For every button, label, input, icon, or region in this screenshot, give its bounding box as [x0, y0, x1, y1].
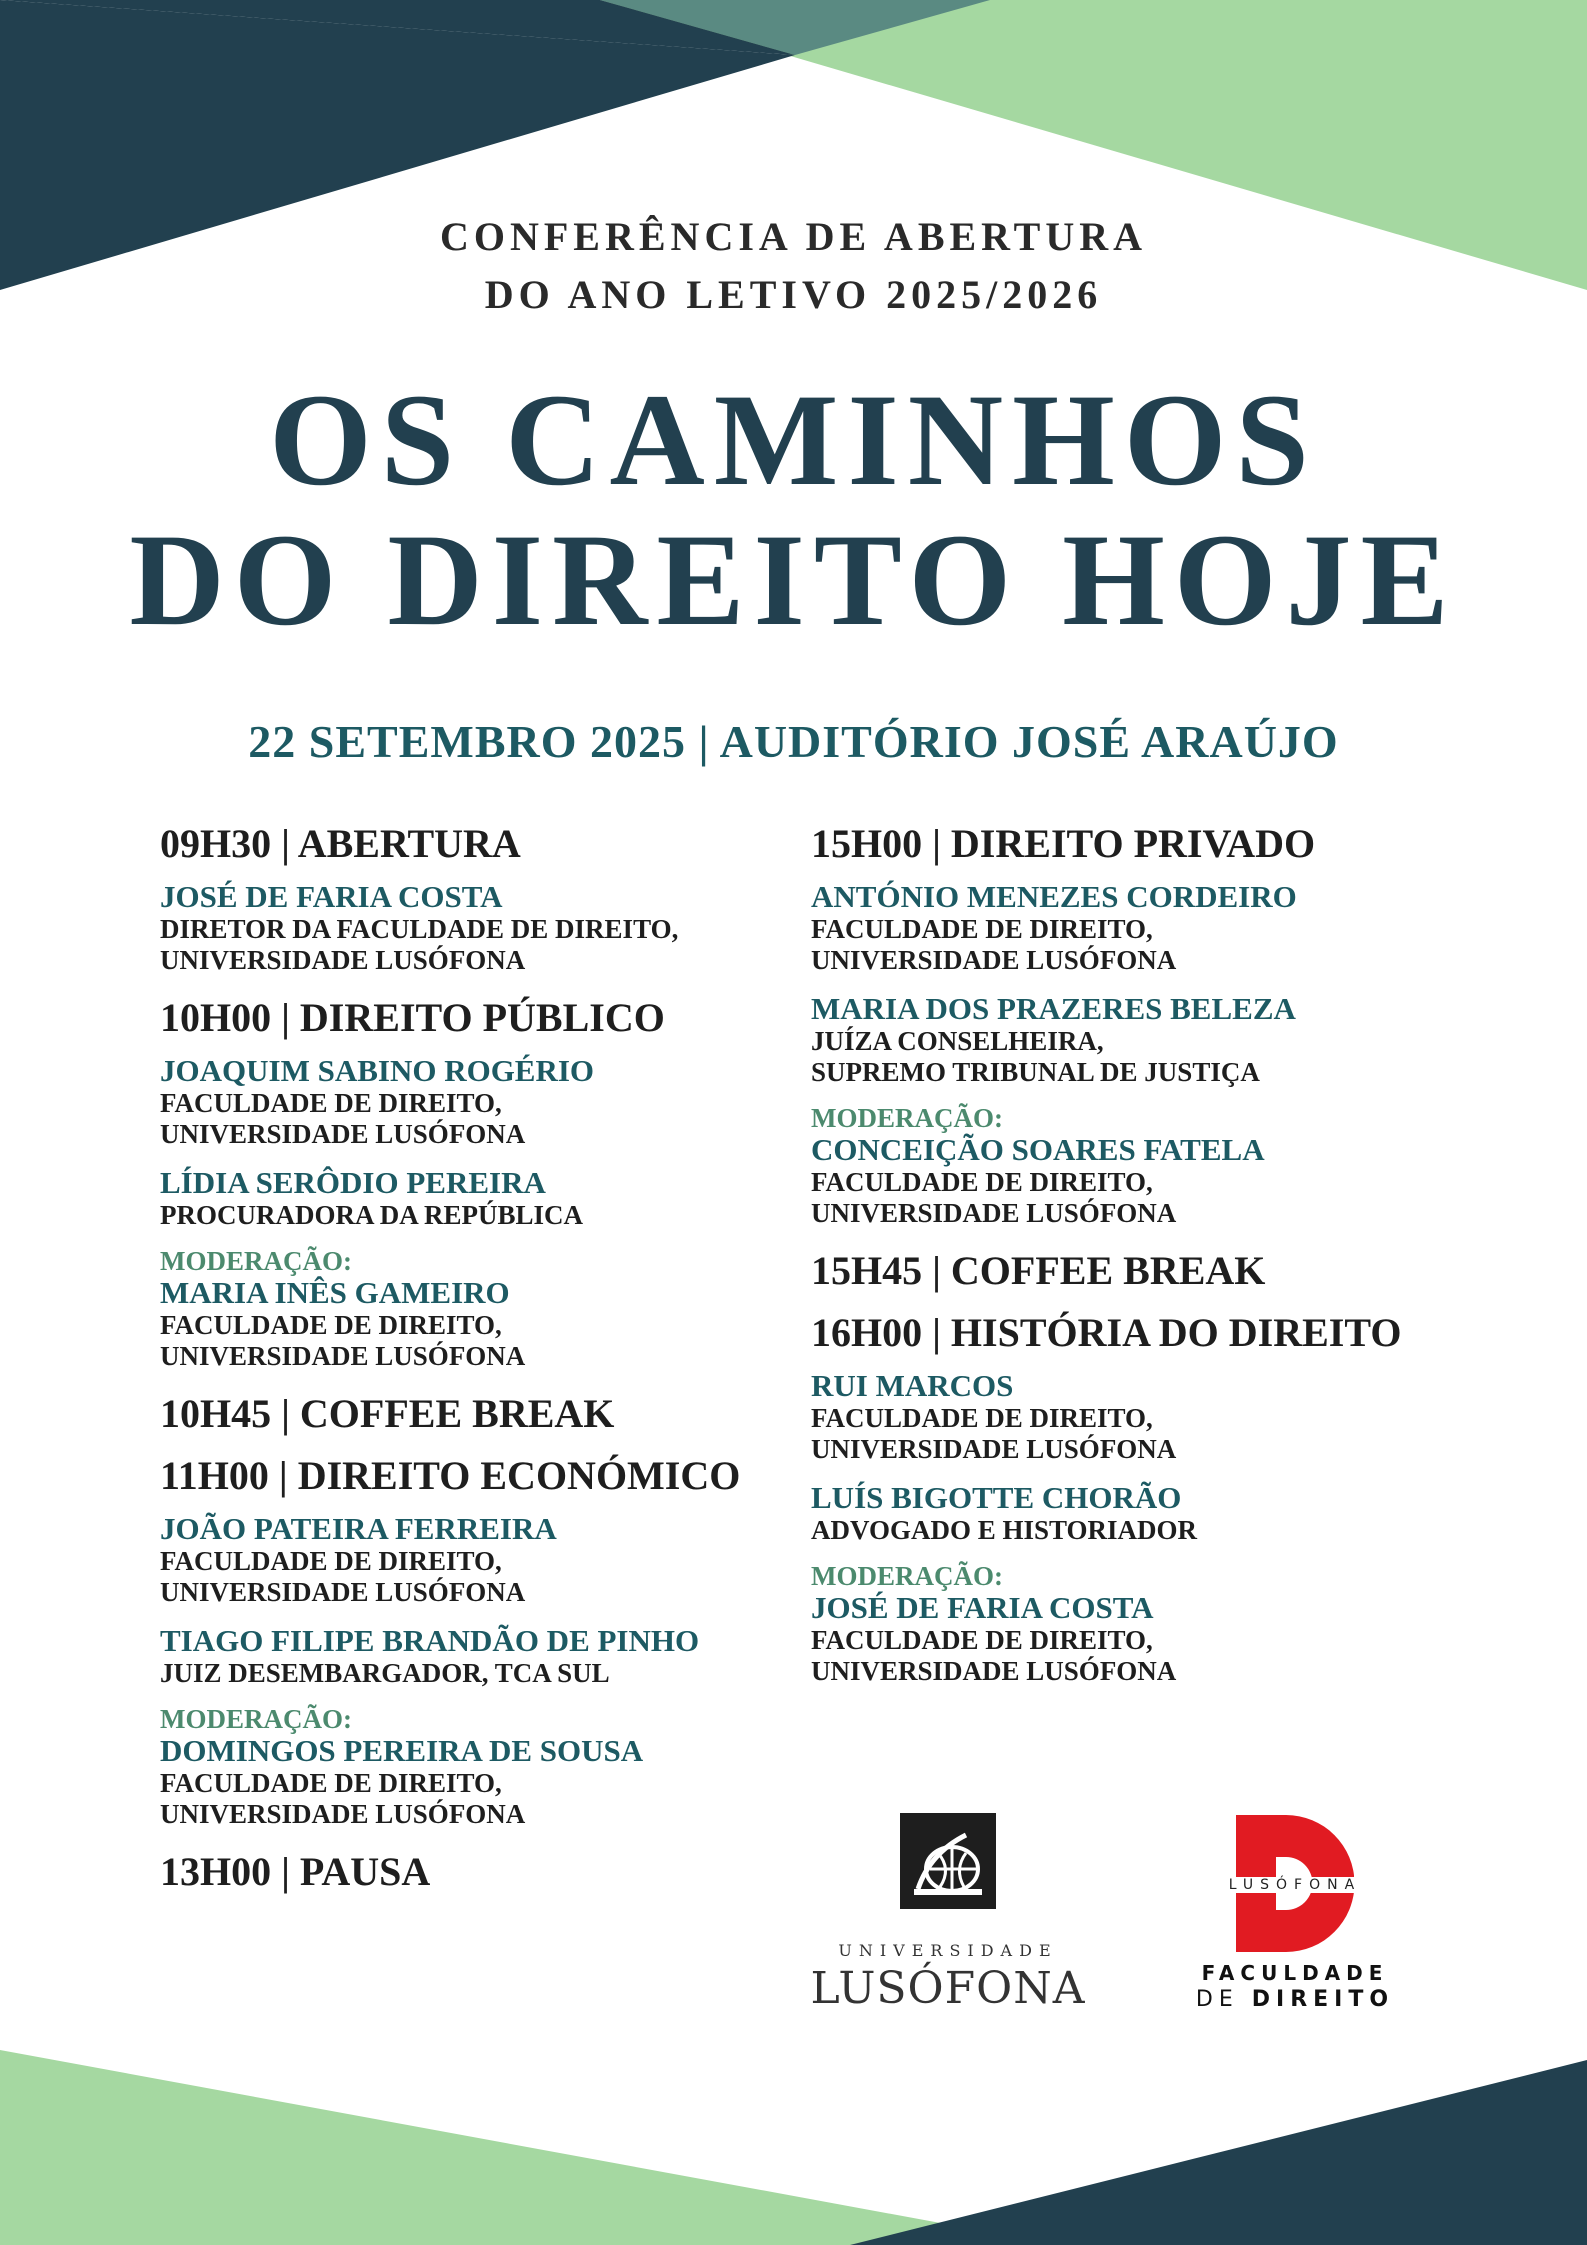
moderation-label: MODERAÇÃO: — [811, 1561, 1003, 1591]
subtitle-line-1: CONFERÊNCIA DE ABERTURA — [439, 214, 1147, 259]
moderation-label: MODERAÇÃO: — [160, 1704, 352, 1734]
session-coffee-break — [160, 1388, 800, 1440]
date-venue: 22 SETEMBRO 2025 | AUDITÓRIO JOSÉ ARAÚJO — [248, 716, 1339, 767]
bottom-right-navy-shape — [850, 2060, 1587, 2245]
moderator-affiliation: FACULDADE DE DIREITO, — [811, 1167, 1153, 1197]
session-time-title: 10H45 | COFFEE BREAK — [160, 1391, 615, 1436]
moderator — [811, 1104, 1451, 1229]
speaker-affiliation: FACULDADE DE DIREITO, — [811, 1403, 1153, 1433]
moderator-affiliation: UNIVERSIDADE LUSÓFONA — [160, 1799, 526, 1829]
moderator — [811, 1562, 1451, 1687]
speaker-affiliation: DIRETOR DA FACULDADE DE DIREITO, — [160, 914, 679, 944]
moderator — [160, 1705, 800, 1830]
speaker-name: ANTÓNIO MENEZES CORDEIRO — [811, 879, 1297, 914]
session-time-title: 13H00 | PAUSA — [160, 1849, 431, 1894]
session-time-title: 11H00 | DIREITO ECONÓMICO — [160, 1453, 741, 1498]
speaker-name: JOSÉ DE FARIA COSTA — [160, 879, 503, 914]
moderator-affiliation: FACULDADE DE DIREITO, — [811, 1625, 1153, 1655]
speaker-affiliation: UNIVERSIDADE LUSÓFONA — [160, 1577, 526, 1607]
session-historia-do-direito — [811, 1307, 1451, 1687]
speaker-affiliation: UNIVERSIDADE LUSÓFONA — [160, 1119, 526, 1149]
logo-text-de: DE — [1195, 1987, 1239, 2012]
speaker-affiliation: JUIZ DESEMBARGADOR, TCA SUL — [160, 1658, 610, 1688]
speaker — [160, 1166, 800, 1231]
speaker-name: RUI MARCOS — [811, 1368, 1014, 1403]
moderation-label: MODERAÇÃO: — [160, 1246, 352, 1276]
speaker — [160, 1624, 800, 1689]
session-abertura — [160, 818, 800, 976]
session-time-title: 15H00 | DIREITO PRIVADO — [811, 821, 1316, 866]
speaker-name: LUÍS BIGOTTE CHORÃO — [811, 1480, 1182, 1515]
speaker-affiliation: SUPREMO TRIBUNAL DE JUSTIÇA — [811, 1057, 1260, 1087]
faculdade-direito-logo — [1160, 1815, 1430, 2015]
moderator-name: MARIA INÊS GAMEIRO — [160, 1275, 510, 1310]
logo-text-faculdade: FACULDADE — [1201, 1961, 1389, 1985]
speaker-affiliation: ADVOGADO E HISTORIADOR — [811, 1515, 1198, 1545]
speaker — [160, 1054, 800, 1150]
speaker — [811, 880, 1451, 976]
speaker — [811, 1369, 1451, 1465]
session-pausa — [160, 1846, 800, 1898]
bottom-left-green-shape — [0, 2050, 1060, 2245]
title-line-2: DO DIREITO HOJE — [129, 506, 1458, 653]
moderator-name: DOMINGOS PEREIRA DE SOUSA — [160, 1733, 644, 1768]
speaker-name: JOÃO PATEIRA FERREIRA — [160, 1511, 557, 1546]
session-time-title: 09H30 | ABERTURA — [160, 821, 521, 866]
universidade-lusofona-logo — [808, 1813, 1088, 2013]
program-left-column — [160, 818, 800, 1908]
speaker-affiliation: PROCURADORA DA REPÚBLICA — [160, 1200, 584, 1230]
speaker-affiliation: UNIVERSIDADE LUSÓFONA — [160, 945, 526, 975]
speaker-affiliation: JUÍZA CONSELHEIRA, — [811, 1026, 1104, 1056]
speaker — [160, 1512, 800, 1608]
speaker-name: LÍDIA SERÔDIO PEREIRA — [160, 1165, 546, 1200]
session-direito-publico — [160, 992, 800, 1372]
session-direito-economico — [160, 1450, 800, 1830]
event-title — [0, 366, 1587, 653]
event-subtitle — [0, 208, 1587, 324]
globe-emblem-icon — [900, 1813, 996, 1909]
speaker — [160, 880, 800, 976]
speaker-affiliation: FACULDADE DE DIREITO, — [160, 1088, 502, 1118]
logo-text-universidade: UNIVERSIDADE — [838, 1941, 1058, 1960]
program-right-column — [811, 818, 1451, 1703]
moderator-affiliation: UNIVERSIDADE LUSÓFONA — [811, 1198, 1177, 1228]
logo-text-lusofona-small: LUSÓFONA — [1210, 1877, 1380, 1893]
logo-text-direito: DIREITO — [1251, 1987, 1395, 2012]
subtitle-line-2: DO ANO LETIVO 2025/2026 — [484, 272, 1103, 317]
session-time-title: 16H00 | HISTÓRIA DO DIREITO — [811, 1310, 1402, 1355]
speaker-affiliation: UNIVERSIDADE LUSÓFONA — [811, 1434, 1177, 1464]
session-time-title: 10H00 | DIREITO PÚBLICO — [160, 995, 665, 1040]
speaker — [811, 992, 1451, 1088]
moderator-name: CONCEIÇÃO SOARES FATELA — [811, 1132, 1265, 1167]
speaker — [811, 1481, 1451, 1546]
moderator-affiliation: UNIVERSIDADE LUSÓFONA — [811, 1656, 1177, 1686]
moderator-affiliation: FACULDADE DE DIREITO, — [160, 1768, 502, 1798]
logo-text-lusofona: LUSÓFONA — [810, 1963, 1086, 2014]
speaker-affiliation: FACULDADE DE DIREITO, — [160, 1546, 502, 1576]
title-line-1: OS CAMINHOS — [269, 366, 1318, 513]
logo-text-de-direito — [1160, 1987, 1430, 2012]
moderator — [160, 1247, 800, 1372]
moderator-name: JOSÉ DE FARIA COSTA — [811, 1590, 1154, 1625]
moderation-label: MODERAÇÃO: — [811, 1103, 1003, 1133]
speaker-affiliation: UNIVERSIDADE LUSÓFONA — [811, 945, 1177, 975]
session-coffee-break — [811, 1245, 1451, 1297]
speaker-name: TIAGO FILIPE BRANDÃO DE PINHO — [160, 1623, 700, 1658]
moderator-affiliation: UNIVERSIDADE LUSÓFONA — [160, 1341, 526, 1371]
moderator-affiliation: FACULDADE DE DIREITO, — [160, 1310, 502, 1340]
session-time-title: 15H45 | COFFEE BREAK — [811, 1248, 1266, 1293]
session-direito-privado — [811, 818, 1451, 1229]
speaker-affiliation: FACULDADE DE DIREITO, — [811, 914, 1153, 944]
speaker-name: JOAQUIM SABINO ROGÉRIO — [160, 1053, 595, 1088]
speaker-name: MARIA DOS PRAZERES BELEZA — [811, 991, 1296, 1026]
